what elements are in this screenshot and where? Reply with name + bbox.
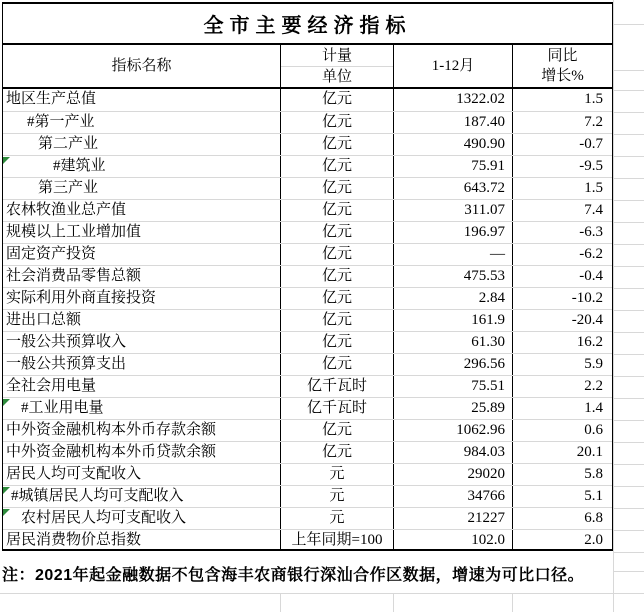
sheet-gridline-horizontal (614, 112, 644, 113)
value-cell[interactable]: 1062.96 (393, 420, 512, 441)
sheet-gridline-horizontal (614, 288, 644, 289)
growth-cell[interactable]: -0.4 (512, 266, 612, 287)
table-row (3, 89, 612, 111)
sheet-gridline-vertical (280, 593, 281, 612)
value-cell[interactable]: 2.84 (393, 288, 512, 309)
value-cell[interactable]: 102.0 (393, 530, 512, 551)
indicator-name-cell[interactable]: 全社会用电量 (6, 378, 97, 394)
value-cell[interactable]: 25.89 (393, 398, 512, 419)
indicator-name-cell[interactable]: 居民人均可支配收入 (6, 466, 142, 482)
growth-cell[interactable]: -9.5 (512, 156, 612, 177)
unit-cell[interactable]: 亿千瓦时 (280, 376, 393, 397)
table-body (3, 89, 612, 551)
growth-cell[interactable]: 1.4 (512, 398, 612, 419)
sheet-gridline-horizontal (614, 134, 644, 135)
indicator-name-cell[interactable]: 规模以上工业增加值 (6, 224, 142, 240)
indicator-name-cell[interactable]: 第三产业 (38, 180, 99, 196)
indicator-name-cell[interactable]: 一般公共预算支出 (6, 356, 127, 372)
sheet-gridline-vertical (512, 593, 513, 612)
sheet-gridline-horizontal (614, 156, 644, 157)
cell-flag-triangle-icon (3, 509, 10, 516)
sheet-gridline-horizontal (614, 222, 644, 223)
unit-cell[interactable]: 亿元 (280, 200, 393, 221)
unit-cell[interactable]: 亿元 (280, 288, 393, 309)
header-yoy-line2: 增长% (541, 68, 584, 84)
header-period[interactable]: 1-12月 (393, 45, 512, 87)
unit-cell[interactable]: 亿元 (280, 332, 393, 353)
table-row (3, 441, 612, 463)
sheet-gridline-horizontal (614, 376, 644, 377)
unit-cell[interactable]: 亿元 (280, 420, 393, 441)
indicator-name-cell[interactable]: 进出口总额 (6, 312, 82, 328)
sheet-gridline-horizontal (614, 178, 644, 179)
growth-cell[interactable]: 5.8 (512, 464, 612, 485)
value-cell[interactable]: 75.51 (393, 376, 512, 397)
unit-cell[interactable]: 亿元 (280, 112, 393, 133)
value-cell[interactable]: 296.56 (393, 354, 512, 375)
sheet-gridline-horizontal (614, 244, 644, 245)
value-cell[interactable]: 21227 (393, 508, 512, 529)
unit-cell[interactable]: 亿元 (280, 266, 393, 287)
header-yoy-line1: 同比 (547, 48, 578, 64)
table-title[interactable]: 全市主要经济指标 (3, 4, 612, 45)
unit-cell[interactable]: 亿元 (280, 222, 393, 243)
cell-flag-triangle-icon (3, 157, 10, 164)
indicator-name-cell[interactable]: 中外资金融机构本外币贷款余额 (6, 444, 217, 460)
table-row (3, 287, 612, 309)
cell-flag-triangle-icon (3, 399, 10, 406)
header-unit-line1: 计量 (281, 46, 393, 67)
unit-cell[interactable]: 亿元 (280, 442, 393, 463)
growth-cell[interactable]: 7.4 (512, 200, 612, 221)
table-row (3, 463, 612, 485)
unit-cell[interactable]: 元 (280, 508, 393, 529)
indicator-name-cell[interactable]: 农林牧渔业总产值 (6, 202, 127, 218)
growth-cell[interactable]: 6.8 (512, 508, 612, 529)
sheet-gridline-horizontal (614, 530, 644, 531)
indicator-name-cell[interactable]: #建筑业 (53, 158, 106, 174)
table-row (3, 199, 612, 221)
sheet-gridline-horizontal (614, 486, 644, 487)
unit-cell[interactable]: 亿元 (280, 244, 393, 265)
growth-cell[interactable]: -10.2 (512, 288, 612, 309)
sheet-gridline-horizontal (614, 266, 644, 267)
indicator-name-cell[interactable]: 一般公共预算收入 (6, 334, 127, 350)
unit-cell[interactable]: 亿元 (280, 178, 393, 199)
indicator-name-cell[interactable]: 实际利用外商直接投资 (6, 290, 157, 306)
unit-cell[interactable]: 元 (280, 486, 393, 507)
table-row (3, 265, 612, 287)
table-row (3, 397, 612, 419)
table-row (3, 485, 612, 507)
value-cell[interactable]: 75.91 (393, 156, 512, 177)
sheet-gridline-horizontal (614, 420, 644, 421)
economic-indicators-table (2, 2, 613, 551)
value-cell[interactable]: 984.03 (393, 442, 512, 463)
sheet-gridline-vertical (613, 0, 614, 612)
indicator-name-cell[interactable]: #工业用电量 (21, 400, 104, 416)
growth-cell[interactable]: 1.5 (512, 89, 612, 111)
header-unit-line2: 单位 (321, 68, 352, 85)
growth-cell[interactable]: -0.7 (512, 134, 612, 155)
growth-cell[interactable]: -20.4 (512, 310, 612, 331)
table-row (3, 243, 612, 265)
sheet-gridline-horizontal (614, 442, 644, 443)
table-row (3, 419, 612, 441)
table-row (3, 111, 612, 133)
table-row (3, 177, 612, 199)
growth-cell[interactable]: -6.2 (512, 244, 612, 265)
value-cell[interactable]: 196.97 (393, 222, 512, 243)
unit-cell[interactable]: 亿元 (280, 310, 393, 331)
table-row (3, 309, 612, 331)
unit-cell[interactable]: 元 (280, 464, 393, 485)
sheet-gridline-vertical (393, 593, 394, 612)
value-cell[interactable]: 187.40 (393, 112, 512, 133)
header-unit[interactable] (280, 45, 393, 87)
indicator-name-cell[interactable]: 居民消费物价总指数 (6, 532, 142, 548)
table-row (3, 375, 612, 397)
unit-cell[interactable]: 亿元 (280, 156, 393, 177)
sheet-gridline-horizontal (614, 200, 644, 201)
growth-cell[interactable]: 7.2 (512, 112, 612, 133)
table-row (3, 529, 612, 551)
value-cell[interactable]: 643.72 (393, 178, 512, 199)
sheet-gridline-horizontal (614, 90, 644, 91)
sheet-gridline-horizontal (614, 464, 644, 465)
growth-cell[interactable]: 20.1 (512, 442, 612, 463)
table-row (3, 331, 612, 353)
sheet-gridline-horizontal (614, 24, 644, 25)
indicator-name-cell[interactable]: 地区生产总值 (6, 91, 97, 107)
indicator-name-cell[interactable]: 固定资产投资 (6, 246, 97, 262)
unit-cell[interactable]: 亿元 (280, 354, 393, 375)
sheet-gridline-horizontal (614, 332, 644, 333)
growth-cell[interactable]: 0.6 (512, 420, 612, 441)
value-cell[interactable]: 61.30 (393, 332, 512, 353)
sheet-gridline-horizontal (0, 593, 644, 594)
table-row (3, 353, 612, 375)
indicator-name-cell[interactable]: #第一产业 (27, 114, 95, 130)
value-cell[interactable]: 490.90 (393, 134, 512, 155)
unit-cell[interactable]: 亿元 (280, 89, 393, 111)
sheet-gridline-horizontal (614, 508, 644, 509)
unit-cell[interactable]: 亿元 (280, 134, 393, 155)
indicator-name-cell[interactable]: 农村居民人均可支配收入 (21, 510, 187, 526)
growth-cell[interactable]: 5.1 (512, 486, 612, 507)
value-cell[interactable]: 34766 (393, 486, 512, 507)
table-row (3, 221, 612, 243)
value-cell[interactable]: 1322.02 (393, 89, 512, 111)
table-row (3, 133, 612, 155)
footnote[interactable]: 注：2021年起金融数据不包含海丰农商银行深汕合作区数据，增速为可比口径。 (2, 566, 585, 584)
growth-cell[interactable]: 2.2 (512, 376, 612, 397)
growth-cell[interactable]: 2.0 (512, 530, 612, 551)
unit-cell[interactable]: 亿千瓦时 (280, 398, 393, 419)
sheet-gridline-horizontal (614, 310, 644, 311)
indicator-name-cell[interactable]: 中外资金融机构本外币存款余额 (6, 422, 217, 438)
value-cell[interactable]: — (393, 244, 512, 265)
growth-cell[interactable]: 1.5 (512, 178, 612, 199)
sheet-gridline-horizontal (614, 354, 644, 355)
table-header-row (3, 45, 612, 89)
indicator-name-cell[interactable]: 社会消费品零售总额 (6, 268, 142, 284)
header-yoy-growth[interactable] (512, 45, 612, 87)
growth-cell[interactable]: 16.2 (512, 332, 612, 353)
value-cell[interactable]: 311.07 (393, 200, 512, 221)
value-cell[interactable]: 161.9 (393, 310, 512, 331)
growth-cell[interactable]: -6.3 (512, 222, 612, 243)
indicator-name-cell[interactable]: #城镇居民人均可支配收入 (11, 488, 184, 504)
growth-cell[interactable]: 5.9 (512, 354, 612, 375)
indicator-name-cell[interactable]: 第二产业 (38, 136, 99, 152)
table-row (3, 507, 612, 529)
unit-cell[interactable]: 上年同期=100 (280, 530, 393, 551)
value-cell[interactable]: 29020 (393, 464, 512, 485)
cell-flag-triangle-icon (3, 487, 10, 494)
sheet-gridline-horizontal (614, 70, 644, 71)
header-indicator-name[interactable]: 指标名称 (111, 58, 172, 74)
sheet-gridline-horizontal (614, 398, 644, 399)
table-row (3, 155, 612, 177)
value-cell[interactable]: 475.53 (393, 266, 512, 287)
